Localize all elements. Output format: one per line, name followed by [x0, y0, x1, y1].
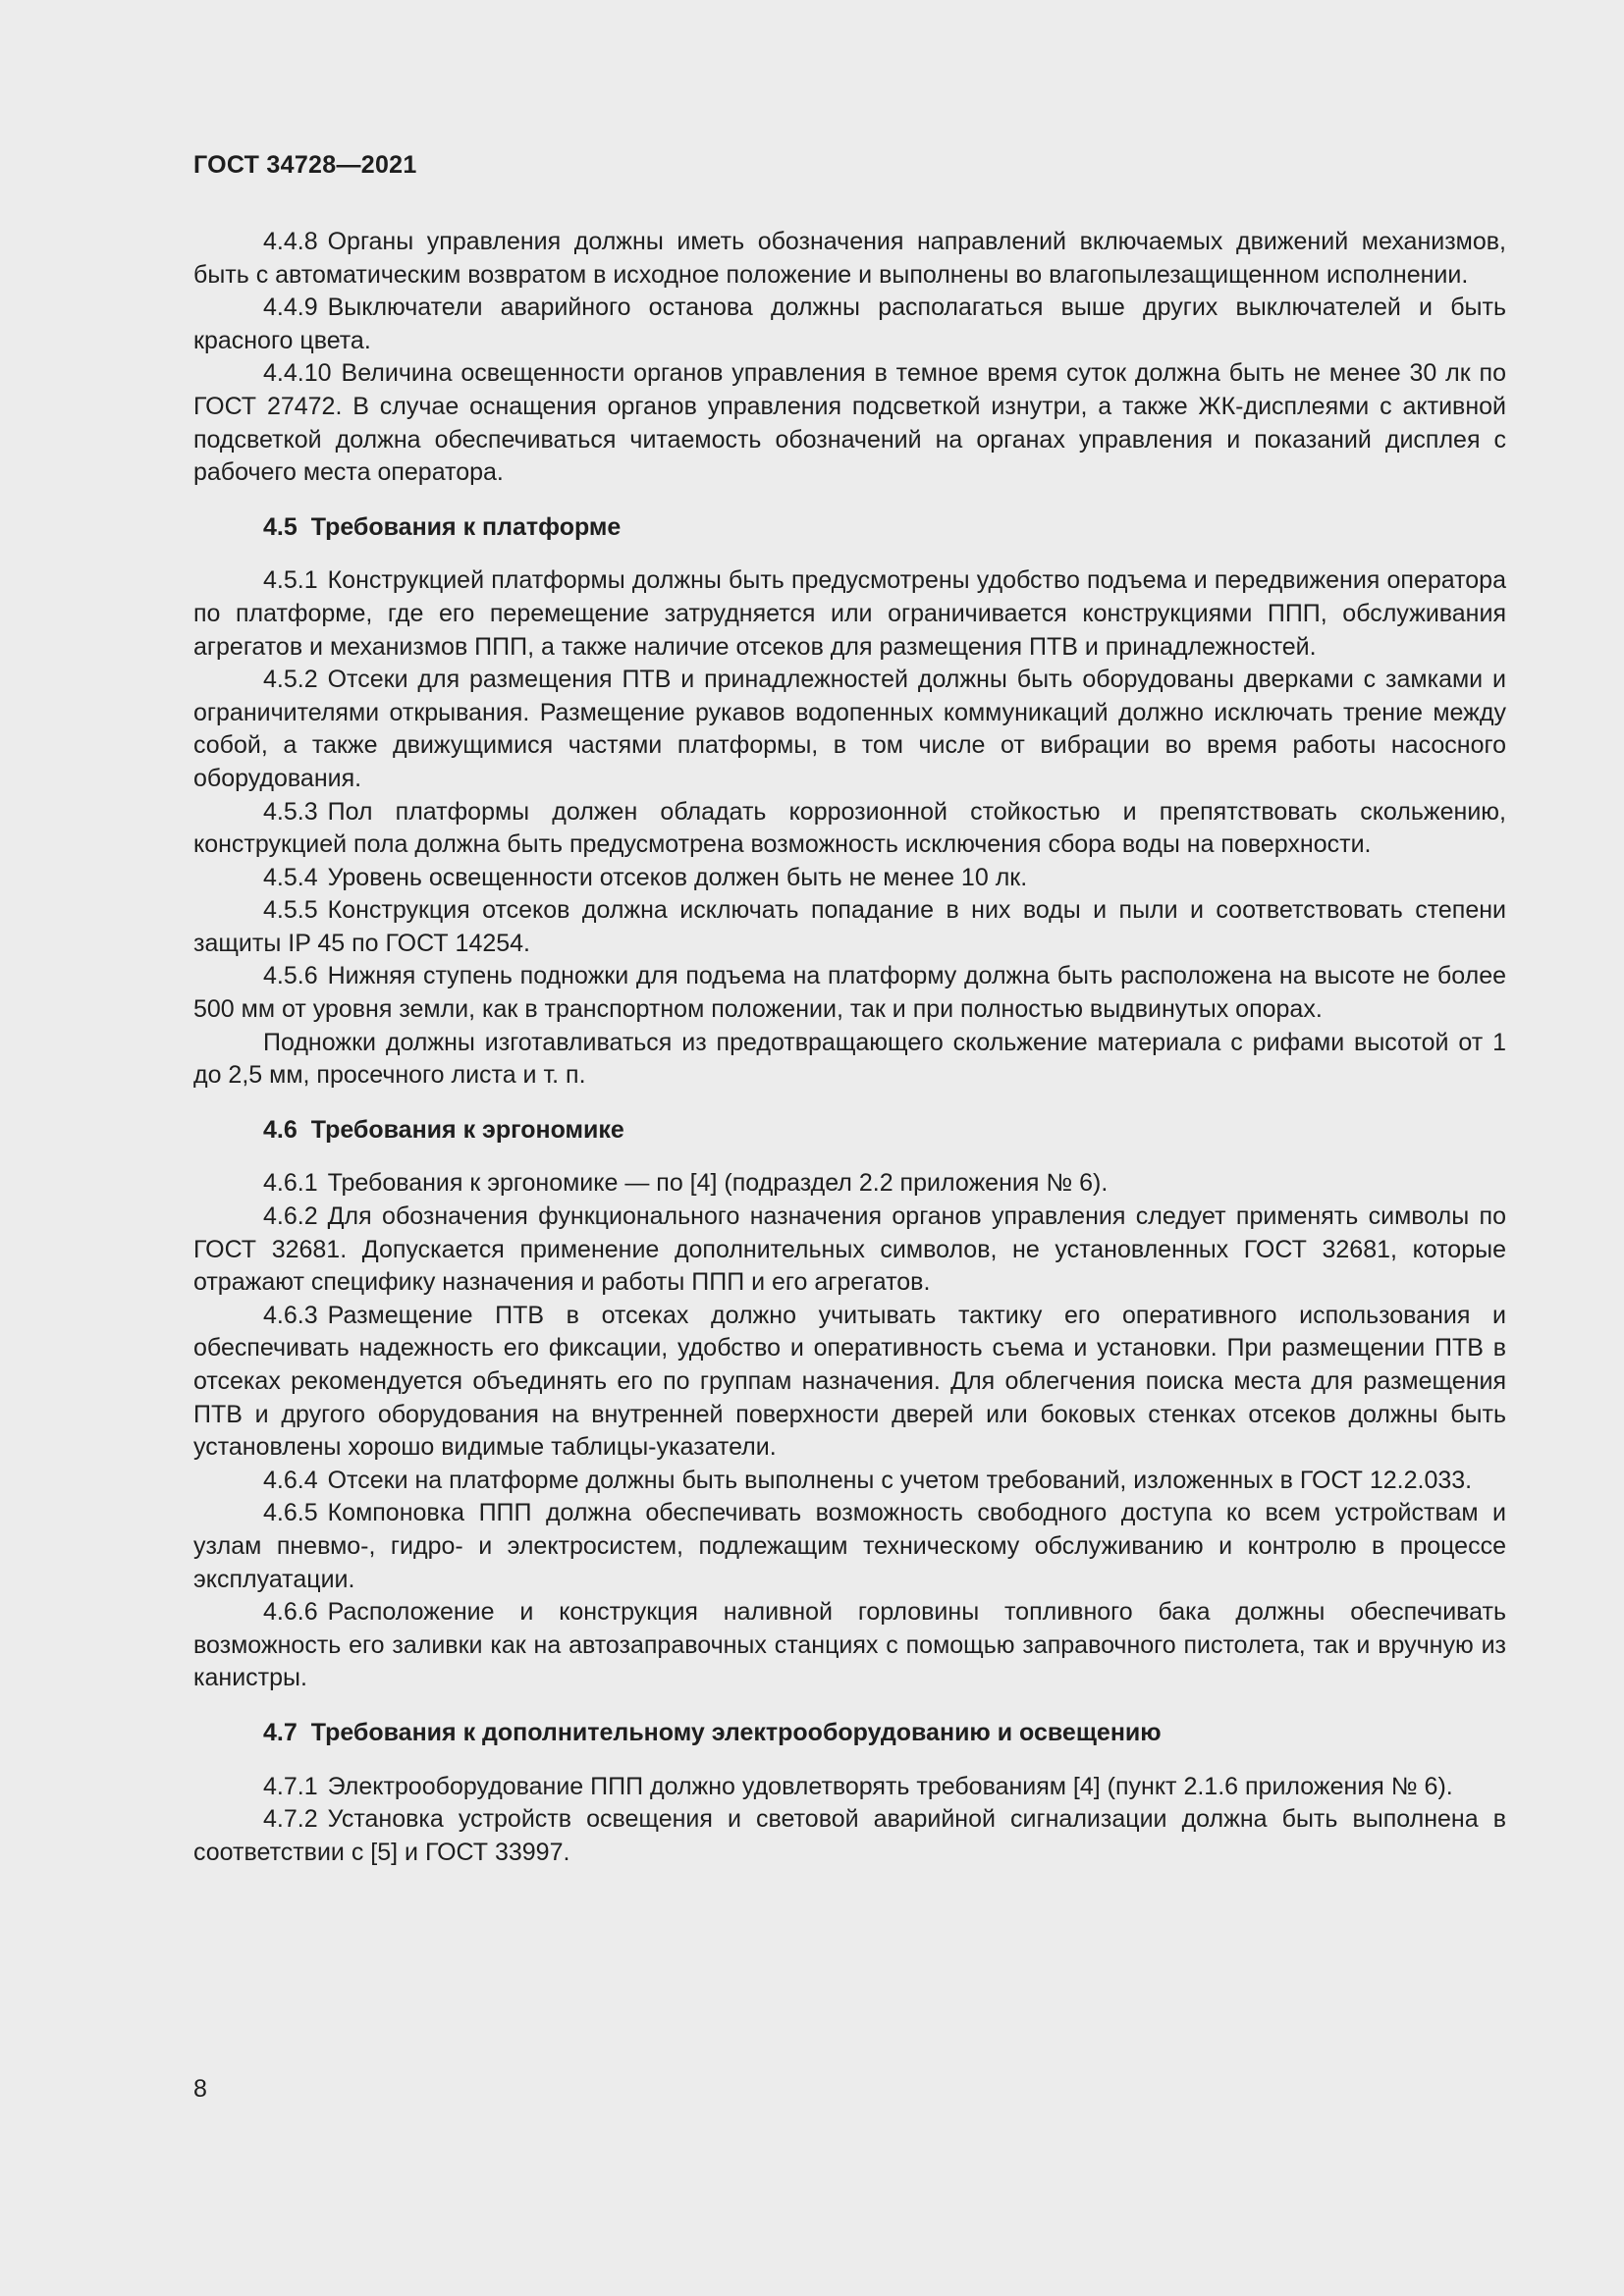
clause-paragraph [193, 357, 1506, 489]
clause-paragraph [193, 1465, 1506, 1498]
clause-text: Расположение и конструкция наливной горловины топливного бака должны обеспечивать возможность его заливки как на автозаправочных станциях с помощью заправочного пистолета, так и вручную из канистры. [193, 1598, 1506, 1692]
clause-text: Выключатели аварийного останова должны располагаться выше других выключателей и быть красного цвета. [193, 294, 1506, 354]
clause-text: Установка устройств освещения и световой аварийной сигнализации должна быть выполнена в соответствии с [5] и ГОСТ 33997. [193, 1805, 1506, 1866]
section-heading [193, 511, 1506, 545]
clause-paragraph [193, 960, 1506, 1026]
section-title: Требования к дополнительному электрооборудованию и освещению [310, 1718, 1162, 1746]
clause-number: 4.6.5 [263, 1499, 318, 1527]
clause-paragraph [193, 564, 1506, 664]
clause-text: Конструкция отсеков должна исключать попадание в них воды и пыли и соответствовать степени защиты IP 45 по ГОСТ 14254. [193, 896, 1506, 957]
clause-text: Отсеки для размещения ПТВ и принадлежностей должны быть оборудованы дверками с замками и ограничителями открывания. Размещение рукавов водопенных коммуникаций должно исключать трение между собой, а также движущимися частями платформы, в том числе от вибрации во время работы насосного оборудования. [193, 666, 1506, 792]
clause-number: 4.6.2 [263, 1202, 318, 1231]
clause-number: 4.5.1 [263, 566, 318, 595]
section-number: 4.7 [263, 1718, 298, 1746]
clause-number: 4.4.9 [263, 294, 318, 322]
clause-number: 4.6.4 [263, 1466, 318, 1494]
section-number: 4.6 [263, 1115, 298, 1144]
document-body [193, 226, 1506, 1869]
clause-paragraph [193, 1771, 1506, 1804]
clause-paragraph [193, 1497, 1506, 1596]
clause-number: 4.5.5 [263, 896, 318, 925]
section-heading [193, 1717, 1506, 1750]
clause-number: 4.5.3 [263, 797, 318, 826]
clause-paragraph [193, 796, 1506, 862]
clause-paragraph [193, 1596, 1506, 1695]
clause-text: Нижняя ступень подножки для подъема на платформу должна быть расположена на высоте не более 500 мм от уровня земли, как в транспортном положении, так и при полностью выдвинутых опорах. [193, 962, 1506, 1024]
clause-number: 4.5.2 [263, 666, 318, 694]
clause-number: 4.7.1 [263, 1772, 318, 1800]
clause-number: 4.5.4 [263, 863, 318, 891]
clause-number: 4.6.3 [263, 1301, 318, 1329]
clause-paragraph [193, 894, 1506, 960]
clause-text: Органы управления должны иметь обозначения направлений включаемых движений механизмов, быть с автоматическим возвратом в исходное положение и выполнены во влагопылезащищенном исполнении. [193, 228, 1506, 289]
clause-number: 4.6.1 [263, 1169, 318, 1198]
clause-text: Отсеки на платформе должны быть выполнены с учетом требований, изложенных в ГОСТ 12.2.033. [327, 1466, 1473, 1494]
clause-text: Размещение ПТВ в отсеках должно учитывать тактику его оперативного использования и обеспечивать надежность его фиксации, удобство и оперативность съема и установки. При размещении ПТВ в отсеках рекомендуется объединять его по группам назначения. Для облегчения поиска места для размещения ПТВ и другого оборудования на внутренней поверхности дверей или боковых стенках отсеков должны быть установлены хорошо видимые таблицы-указатели. [193, 1301, 1506, 1462]
clause-text: Пол платформы должен обладать коррозионной стойкостью и препятствовать скольжению, конструкцией пола должна быть предусмотрена возможность исключения сбора воды на поверхности. [193, 797, 1506, 859]
clause-paragraph [193, 1803, 1506, 1869]
clause-text: Конструкцией платформы должны быть предусмотрены удобство подъема и передвижения оператора по платформе, где его перемещение затрудняется или ограничивается конструкциями ППП, обслуживания агрегатов и механизмов ППП, а также наличие отсеков для размещения ПТВ и принадлежностей. [193, 566, 1506, 661]
clause-paragraph [193, 1167, 1506, 1201]
clause-paragraph [193, 862, 1506, 895]
section-heading [193, 1114, 1506, 1148]
clause-number: 4.4.10 [263, 359, 332, 388]
clause-text: Компоновка ППП должна обеспечивать возможность свободного доступа ко всем устройствам и узлам пневмо-, гидро- и электросистем, подлежащим техническому обслуживанию и контролю в процессе эксплуатации. [193, 1499, 1506, 1593]
clause-paragraph [193, 664, 1506, 795]
clause-number: 4.7.2 [263, 1805, 318, 1834]
clause-paragraph [193, 292, 1506, 357]
clause-text: Подножки должны изготавливаться из предотвращающего скольжение материала с рифами высотой от 1 до 2,5 мм, просечного листа и т. п. [193, 1028, 1506, 1090]
clause-text: Электрооборудование ППП должно удовлетворять требованиям [4] (пункт 2.1.6 приложения № 6). [327, 1772, 1453, 1800]
clause-number: 4.5.6 [263, 962, 318, 990]
clause-text: Для обозначения функционального назначения органов управления следует применять символы по ГОСТ 32681. Допускается применение дополнительных символов, не установленных ГОСТ 32681, которые отражают специфику назначения и работы ППП и его агрегатов. [193, 1202, 1506, 1297]
clause-number: 4.6.6 [263, 1598, 318, 1627]
clause-text: Уровень освещенности отсеков должен быть не менее 10 лк. [327, 863, 1028, 891]
section-title: Требования к платформе [310, 512, 622, 541]
section-number: 4.5 [263, 512, 298, 541]
clause-text: Величина освещенности органов управления в темное время суток должна быть не менее 30 лк по ГОСТ 27472. В случае оснащения органов управления подсветкой изнутри, а также ЖК-дисплеями с активной подсветкой должна обеспечиваться читаемость обозначений на органах управления и показаний дисплея с рабочего места оператора. [193, 359, 1506, 487]
document-page [193, 145, 1506, 1869]
document-code-header: ГОСТ 34728—2021 [193, 151, 417, 179]
clause-paragraph [193, 1201, 1506, 1300]
clause-paragraph [193, 226, 1506, 292]
clause-text: Требования к эргономике — по [4] (подраздел 2.2 приложения № 6). [327, 1169, 1109, 1198]
clause-paragraph [193, 1300, 1506, 1465]
clause-paragraph [193, 1027, 1506, 1093]
section-title: Требования к эргономике [310, 1115, 624, 1144]
page-number: 8 [193, 2075, 207, 2103]
clause-number: 4.4.8 [263, 228, 318, 255]
